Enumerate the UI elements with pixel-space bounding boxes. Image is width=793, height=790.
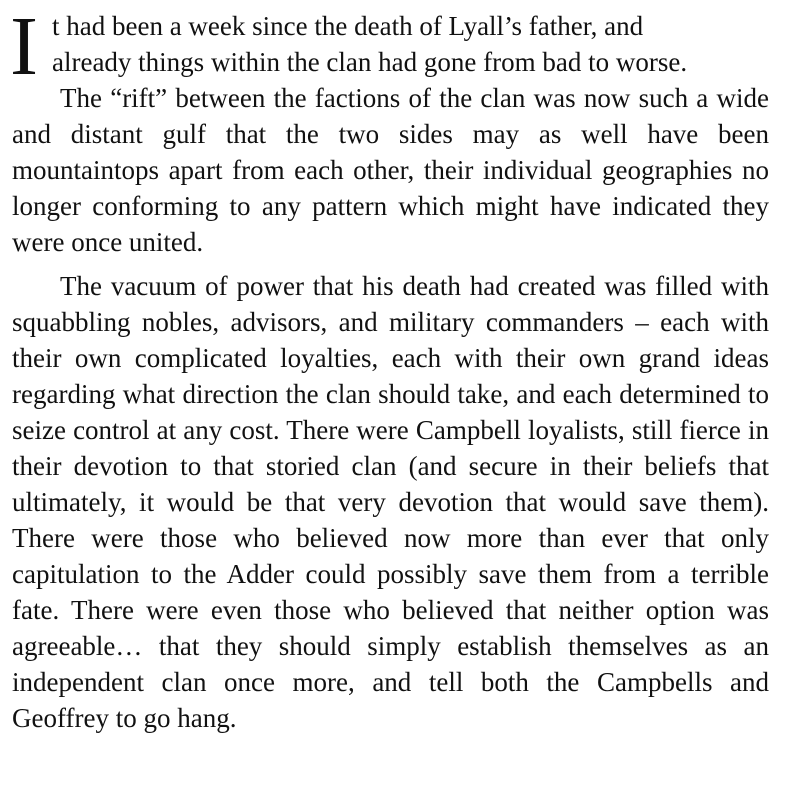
paragraph-1	[10, 0, 769, 260]
paragraph-2: The vacuum of power that his death had created was filled with squabbling nobles, advisors, and military commanders – each with their own complicated loyalties, each with their own grand ideas regarding what direction the clan should take, and each determined to seize control at any cost. There were Campbell loyalists, still fierce in their devotion to that storied clan (and secure in their beliefs that ultimately, it would be that very devotion that would save them). There were those who believed now more than ever that only capitulation to the Adder could possibly save them from a terrible fate. There were even those who believed that neither option was agreeable… that they should simply establish themselves as an independent clan once more, and tell both the Campbells and Geoffrey to go hang.	[12, 271, 769, 733]
drop-cap: I	[10, 0, 38, 93]
paragraph-1-opening-line-1: t had been a week since the death of Lyall’s father, and	[51, 11, 644, 41]
paragraph-1-continuation: The “rift” between the factions of the clan was now such a wide and distant gulf that the two sides may as well have been mountaintops apart from each other, their individual geographies no longer conforming to any pattern which might have indicated they were once united.	[12, 83, 769, 257]
paragraph-1-opening-line-2: already things within the clan had gone from bad to worse.	[51, 47, 688, 77]
